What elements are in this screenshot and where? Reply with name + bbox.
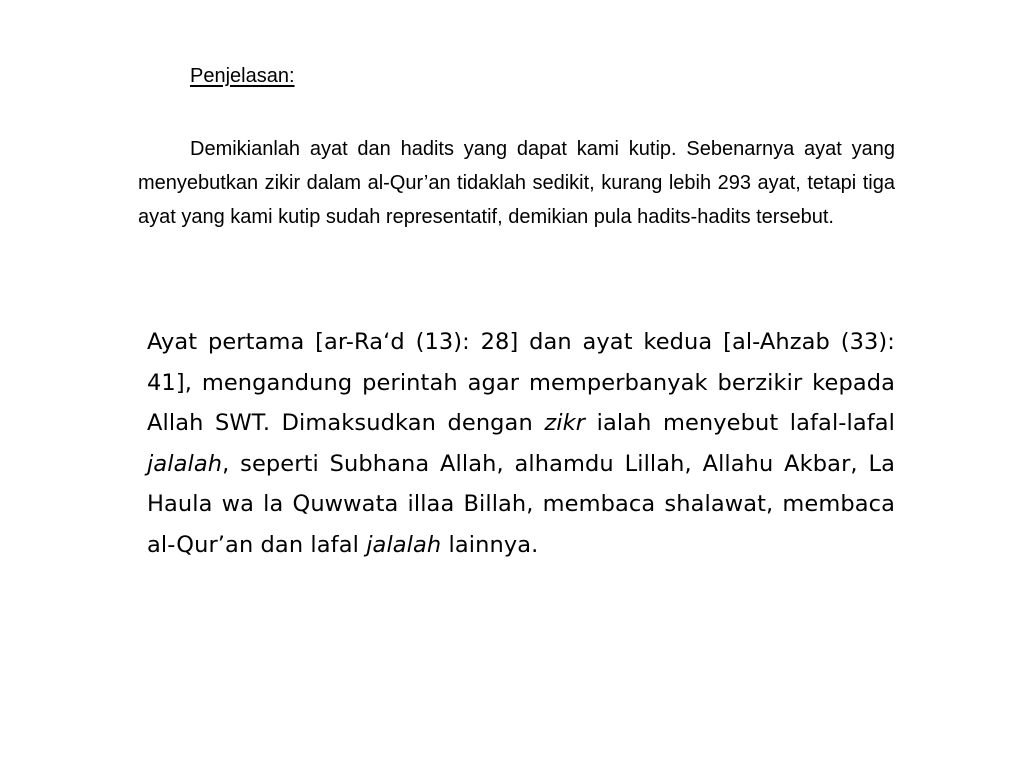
verse-explanation-paragraph xyxy=(147,322,895,565)
section-heading: Penjelasan: xyxy=(190,65,295,87)
text-run: lainnya. xyxy=(441,531,539,558)
italic-term-jalalah: jalalah xyxy=(366,531,442,558)
explanation-paragraph: Demikianlah ayat dan hadits yang dapat kami kutip. Sebenarnya ayat yang menyebutkan zikir dalam al-Qur’an tidaklah sedikit, kurang lebih 293 ayat, tetapi tiga ayat yang kami kutip sudah representatif, demikian pula hadits-hadits tersebut. xyxy=(138,138,895,228)
italic-term-zikr: zikr xyxy=(544,410,586,436)
italic-term-jalalah: jalalah xyxy=(147,450,223,477)
text-run: Ayat pertama [ar-Ra‘d (13): 28] dan ayat kedua [al-Ahzab (33): 41], mengandung perintah agar memperbanyak berzikir kepada Allah SWT. Dimaksudkan dengan xyxy=(147,329,895,436)
text-run: ialah menyebut lafal-lafal xyxy=(585,410,896,436)
text-run: , seperti Subhana Allah, alhamdu Lillah, Allahu Akbar, La Haula wa la Quwwata illaa Billah, membaca shalawat, membaca al-Qur’an dan lafal xyxy=(147,450,895,558)
